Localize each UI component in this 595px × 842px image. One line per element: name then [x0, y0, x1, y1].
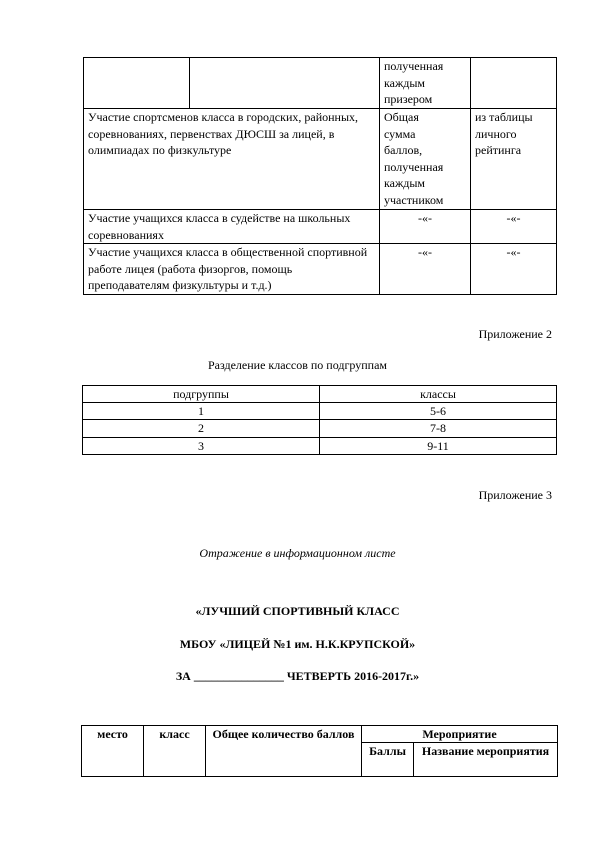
table-row	[84, 210, 557, 244]
table-cell: Участие спортсменов класса в городских, районных, соревнованиях, первенствах ДЮСШ за лицей, в олимпиадах по физкультуре	[84, 109, 380, 210]
table-cell: 5-6	[320, 403, 557, 420]
column-header: класс	[144, 726, 206, 777]
column-header: классы	[320, 386, 557, 403]
table-cell: -«-	[380, 210, 471, 244]
table-row	[84, 58, 557, 109]
appendix-3-title-line-2: МБОУ «ЛИЦЕЙ №1 им. Н.К.КРУПСКОЙ»	[179, 637, 416, 651]
table-cell: -«-	[380, 244, 471, 295]
table-cell: 2	[83, 420, 320, 437]
table-cell: полученная каждым призером	[380, 58, 471, 109]
table-cell: 1	[83, 403, 320, 420]
table-cell: 9-11	[320, 437, 557, 454]
table-row	[83, 437, 557, 454]
column-header: подгруппы	[83, 386, 320, 403]
table-row	[83, 420, 557, 437]
appendix-2-title: Разделение классов по подгруппам	[207, 358, 388, 372]
table-cell: Участие учащихся класса в судействе на школьных соревнованиях	[84, 210, 380, 244]
appendix-3-title-line-1: «ЛУЧШИЙ СПОРТИВНЫЙ КЛАСС	[195, 604, 400, 618]
table-cell	[471, 58, 557, 109]
table-cell: -«-	[471, 244, 557, 295]
appendix-2-label: Приложение 2	[478, 327, 552, 341]
table-header-row	[83, 386, 557, 403]
table-cell: из таблицы личного рейтинга	[471, 109, 557, 210]
column-header: место	[82, 726, 144, 777]
table-cell: -«-	[471, 210, 557, 244]
table-cell	[190, 58, 380, 109]
table-row	[83, 403, 557, 420]
table-cell	[84, 58, 190, 109]
column-header: Название мероприятия	[414, 743, 558, 777]
table-row	[84, 244, 557, 295]
table-cell: Участие учащихся класса в общественной спортивной работе лицея (работа физоргов, помощь преподавателям физкультуры и т.д.)	[84, 244, 380, 295]
appendix-3-title-line-3: ЗА _______________ ЧЕТВЕРТЬ 2016-2017г.»	[175, 669, 420, 683]
table-cell: 7-8	[320, 420, 557, 437]
table-row	[84, 109, 557, 210]
subgroups-table	[82, 385, 557, 455]
table-header-row	[82, 726, 558, 743]
column-header: Баллы	[362, 743, 414, 777]
criteria-table	[83, 57, 557, 295]
table-cell: Общая сумма баллов, полученная каждым участником	[380, 109, 471, 210]
table-cell: 3	[83, 437, 320, 454]
ranking-table	[81, 725, 558, 777]
column-header: Общее количество баллов	[206, 726, 362, 777]
column-header: Мероприятие	[362, 726, 558, 743]
appendix-3-subtitle: Отражение в информационном листе	[199, 546, 396, 560]
appendix-3-label: Приложение 3	[478, 488, 552, 502]
